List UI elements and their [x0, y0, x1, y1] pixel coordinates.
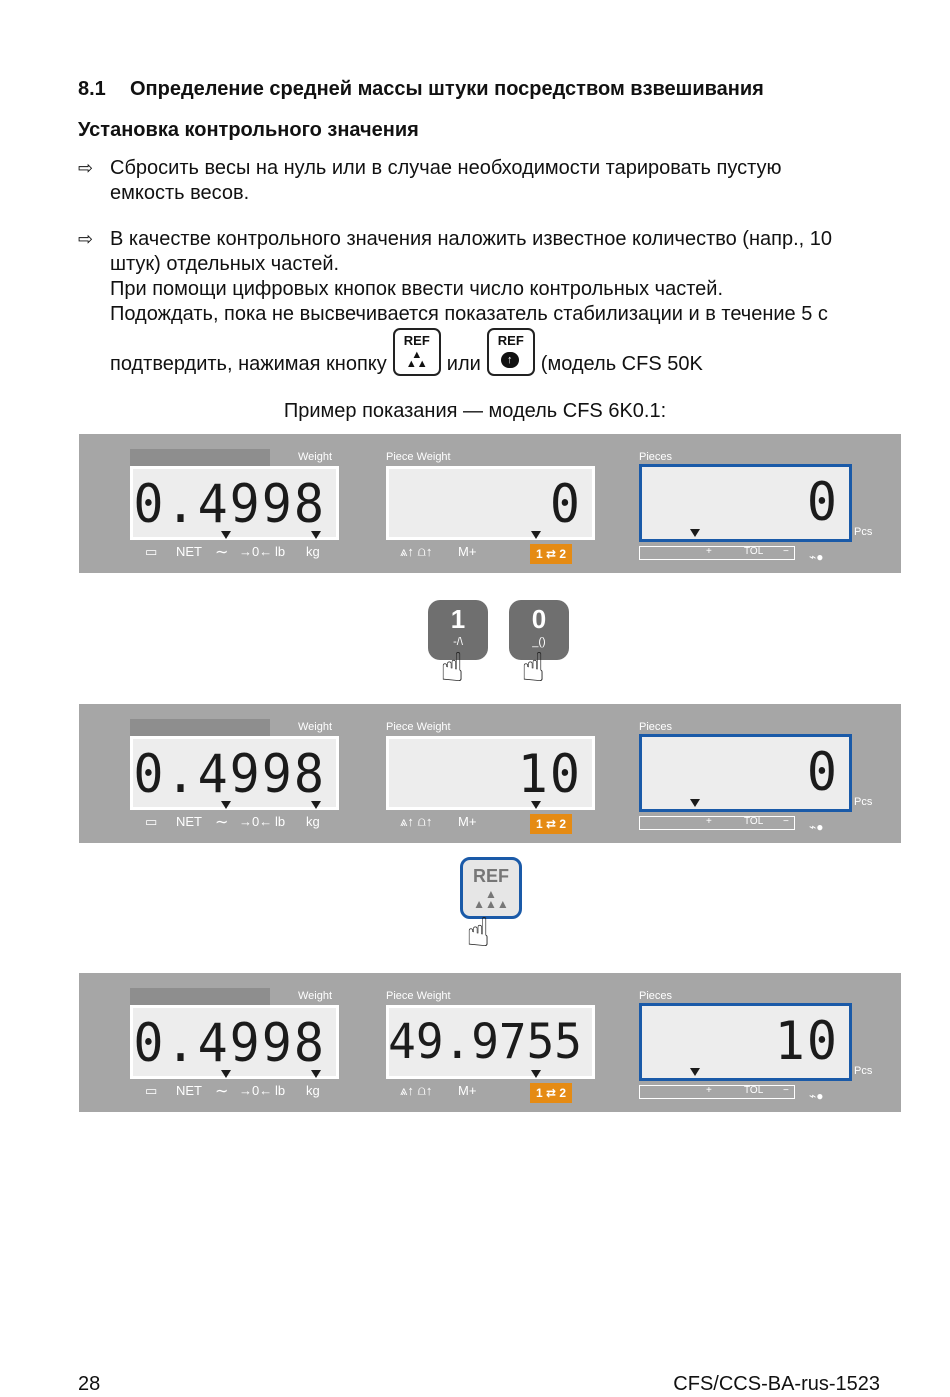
net-indicator: NET	[176, 1083, 202, 1098]
piece-weight-value: 49.9755	[388, 1012, 582, 1070]
piece-weight-value: 10	[517, 743, 582, 805]
tare-icons: ⩓↑ ⩍↑	[400, 814, 433, 829]
finger-icon: ☝	[466, 911, 491, 955]
page-number: 28	[78, 1373, 101, 1395]
example-caption: Пример показания — модель CFS 6K0.1:	[283, 400, 667, 422]
indicator-triangle	[311, 801, 321, 809]
tare-icons: ⩓↑ ⩍↑	[400, 1083, 433, 1098]
ref-key-icon	[393, 328, 441, 376]
indicator-triangle	[531, 801, 541, 809]
weight-display	[130, 736, 339, 810]
mplus-indicator: M+	[458, 814, 477, 829]
piece-weight-display	[386, 1005, 595, 1079]
bullet-line: В качестве контрольного значения наложить известное количество (напр., 10	[110, 228, 833, 250]
key-1-sub: -/\	[453, 636, 463, 648]
finger-icon: ☝	[440, 646, 465, 690]
pcs-label: Pcs	[854, 796, 873, 808]
pieces-display	[639, 734, 852, 812]
tare-icons: ⩓↑ ⩍↑	[400, 544, 433, 559]
pcs-label: Pcs	[854, 1065, 873, 1077]
display-panel-1	[79, 434, 901, 573]
indicator-triangle	[221, 1070, 231, 1078]
piece-weight-label: Piece Weight	[386, 721, 451, 733]
minus-label: −	[783, 546, 789, 557]
pcs-label: Pcs	[854, 526, 873, 538]
pieces-value: 0	[806, 741, 839, 803]
stable-icon: ∼	[215, 814, 229, 831]
net-indicator: NET	[176, 814, 202, 829]
piece-weight-label: Piece Weight	[386, 451, 451, 463]
weight-value: 0.4998	[133, 743, 326, 805]
ref-key-alt-label: REF	[497, 333, 524, 348]
switch-badge: 1 ⇄ 2	[530, 544, 572, 564]
stable-icon: ∼	[215, 1083, 229, 1100]
charge-icon: ⌁●	[809, 820, 824, 834]
weight-label: Weight	[298, 990, 333, 1002]
piece-weight-value: 0	[549, 473, 582, 535]
kg-indicator: kg	[306, 1083, 320, 1098]
net-indicator: NET	[176, 544, 202, 559]
pieces-display	[639, 1003, 852, 1081]
plus-label: +	[706, 816, 712, 827]
battery-icon: ▭	[145, 814, 158, 829]
ref-key-label: REF	[403, 333, 430, 348]
piece-weight-label: Piece Weight	[386, 990, 451, 1002]
section-title: Определение средней массы штуки посредством взвешивания	[130, 78, 764, 100]
piece-weight-display	[386, 736, 595, 810]
indicator-triangle	[221, 801, 231, 809]
key-0-label: 0	[531, 604, 547, 634]
indicator-triangle	[531, 1070, 541, 1078]
instruction-bullet-1	[78, 156, 908, 206]
battery-icon: ▭	[145, 544, 158, 559]
confirm-text-between: или	[446, 353, 481, 375]
tolerance-bar	[639, 1085, 795, 1099]
battery-icon: ▭	[145, 1083, 158, 1098]
charge-icon: ⌁●	[809, 550, 824, 564]
pieces-value: 0	[806, 471, 839, 533]
lb-indicator: lb	[275, 544, 286, 559]
bullet-line: емкость весов.	[110, 182, 250, 204]
piece-weight-display	[386, 466, 595, 540]
tol-label: TOL	[744, 1085, 764, 1096]
ref-button-dots: ▲ ▲▲▲	[473, 887, 509, 911]
pieces-value: 10	[774, 1010, 839, 1072]
finger-icon: ☝	[521, 646, 546, 690]
weight-value: 0.4998	[133, 473, 326, 535]
arrow-icon: ⇨	[78, 158, 94, 178]
ref-key-dots: ▲ ▲▲	[405, 349, 428, 370]
weight-value: 0.4998	[133, 1012, 326, 1074]
confirm-line	[110, 326, 703, 376]
indicator-triangle	[311, 1070, 321, 1078]
bullet-line: При помощи цифровых кнопок ввести число контрольных частей.	[110, 278, 724, 300]
section-heading	[78, 78, 764, 101]
indicator-triangle	[221, 531, 231, 539]
ref-button-label: REF	[473, 866, 509, 886]
tolerance-bar	[639, 816, 795, 830]
instruction-bullet-2	[78, 227, 908, 327]
charge-icon: ⌁●	[809, 1089, 824, 1103]
confirm-text-after: (модель CFS 50K	[540, 353, 703, 375]
confirm-text-before: подтвердить, нажимая кнопку	[110, 353, 387, 375]
indicator-triangle	[531, 531, 541, 539]
tol-label: TOL	[744, 816, 764, 827]
bullet-line: Подождать, пока не высвечивается показатель стабилизации и в течение 5 с	[110, 303, 828, 325]
pieces-label: Pieces	[639, 451, 673, 463]
subheading: Установка контрольного значения	[78, 119, 419, 141]
zero-indicator: →0←	[239, 814, 273, 829]
key-1-label: 1	[450, 604, 466, 634]
bullet-line: штук) отдельных частей.	[110, 253, 340, 275]
section-number: 8.1	[78, 78, 106, 100]
pieces-display	[639, 464, 852, 542]
lb-indicator: lb	[275, 1083, 286, 1098]
weight-display	[130, 466, 339, 540]
kg-indicator: kg	[306, 814, 320, 829]
indicator-triangle	[690, 529, 700, 537]
zero-indicator: →0←	[239, 544, 273, 559]
weight-label: Weight	[298, 721, 333, 733]
pieces-label: Pieces	[639, 721, 673, 733]
tolerance-bar	[639, 546, 795, 560]
lb-indicator: lb	[275, 814, 286, 829]
minus-label: −	[783, 1085, 789, 1096]
minus-label: −	[783, 816, 789, 827]
weight-label: Weight	[298, 451, 333, 463]
zero-indicator: →0←	[239, 1083, 273, 1098]
arrow-icon: ⇨	[78, 229, 94, 249]
indicator-triangle	[690, 1068, 700, 1076]
stable-icon: ∼	[215, 544, 229, 561]
indicator-triangle	[311, 531, 321, 539]
weight-display	[130, 1005, 339, 1079]
ref-key-alt-icon	[487, 328, 535, 376]
plus-label: +	[706, 1085, 712, 1096]
indicator-triangle	[690, 799, 700, 807]
display-panel-3	[79, 973, 901, 1112]
switch-badge: 1 ⇄ 2	[530, 1083, 572, 1103]
bullet-line: Сбросить весы на нуль или в случае необходимости тарировать пустую	[110, 157, 782, 179]
mplus-indicator: M+	[458, 1083, 477, 1098]
key-0-sub: _()	[532, 636, 546, 648]
tol-label: TOL	[744, 546, 764, 557]
pieces-label: Pieces	[639, 990, 673, 1002]
mplus-indicator: M+	[458, 544, 477, 559]
display-panel-2	[79, 704, 901, 843]
switch-badge: 1 ⇄ 2	[530, 814, 572, 834]
document-id: CFS/CCS-BA-rus-1523	[673, 1373, 880, 1395]
kg-indicator: kg	[306, 544, 320, 559]
plus-label: +	[706, 546, 712, 557]
arrow-up-icon: ↑	[501, 352, 519, 368]
